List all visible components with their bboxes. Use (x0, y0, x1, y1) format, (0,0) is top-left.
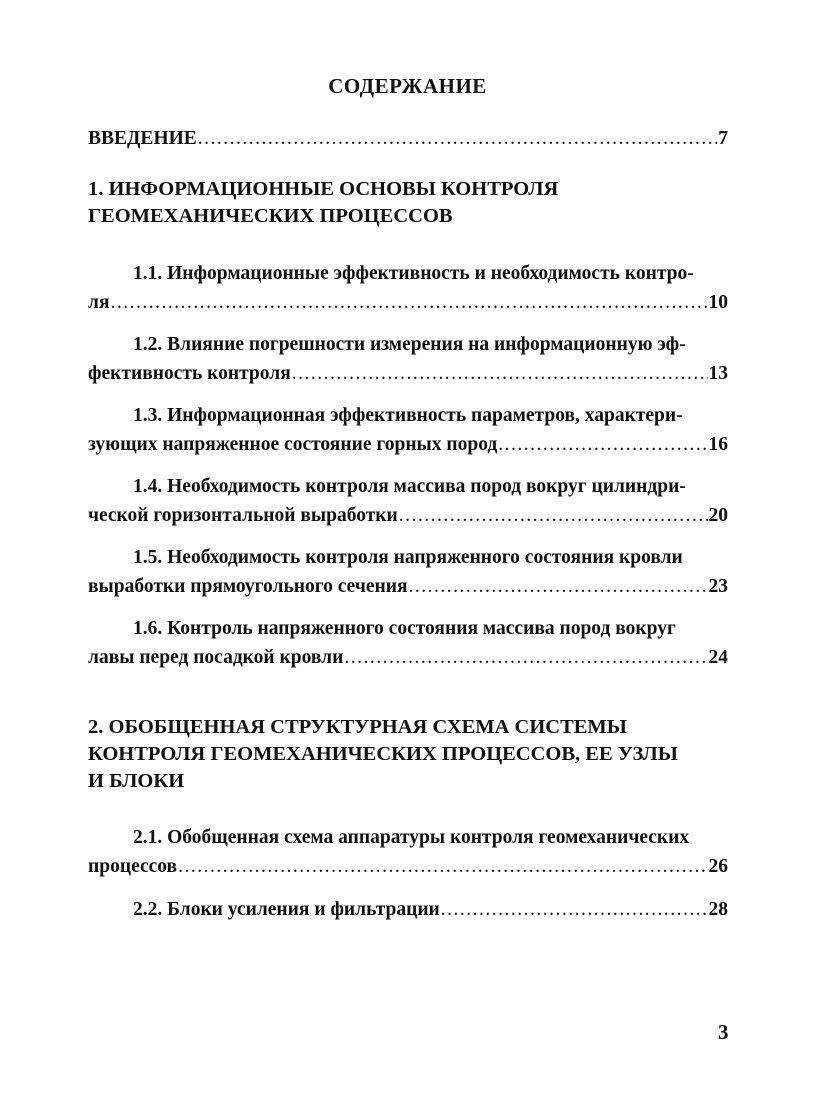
toc-entry-1-6[interactable] (88, 645, 728, 671)
toc-entry-1-5-line1: 1.5. Необходимость контроля напряженного состояния кровли (133, 547, 683, 568)
toc-entry-1-4[interactable] (88, 503, 728, 529)
chapter-1-heading[interactable] (88, 176, 728, 230)
toc-entry-page: 24 (708, 647, 728, 668)
dot-leader (292, 361, 708, 387)
toc-entry-label: зующих напряженное состояние горных пород (88, 434, 498, 455)
chapter-heading-line: И БЛОКИ (88, 770, 185, 792)
toc-entry-page: 13 (708, 363, 728, 384)
dot-leader (344, 645, 707, 671)
toc-entry-intro[interactable] (88, 126, 728, 152)
chapter-heading-line: КОНТРОЛЯ ГЕОМЕХАНИЧЕСКИХ ПРОЦЕССОВ, ЕЕ УЗЛЫ (88, 743, 678, 765)
dot-leader (178, 854, 707, 880)
toc-entry-1-1-line1: 1.1. Информационные эффективность и необходимость контро- (133, 263, 694, 284)
toc-entry-page: 7 (718, 128, 728, 149)
dot-leader (441, 897, 708, 923)
toc-entry-label: ческой горизонтальной выработки (88, 505, 398, 526)
toc-entry-label: выработки прямоугольного сечения (88, 576, 408, 597)
toc-entry-1-1[interactable] (88, 290, 728, 316)
toc-entry-page: 23 (708, 576, 728, 597)
toc-entry-page: 16 (708, 434, 728, 455)
toc-entry-2-2[interactable] (88, 897, 728, 923)
chapter-heading-line: 2. ОБОБЩЕННАЯ СТРУКТУРНАЯ СХЕМА СИСТЕМЫ (88, 716, 627, 738)
toc-entry-2-1[interactable] (88, 854, 728, 880)
dot-leader (111, 290, 708, 316)
chapter-2-heading[interactable] (88, 714, 728, 795)
toc-entry-1-3-line1: 1.3. Информационная эффективность параметров, характери- (133, 405, 683, 426)
dot-leader (198, 126, 717, 152)
toc-entry-1-2-line1: 1.2. Влияние погрешности измерения на информационную эф- (133, 334, 686, 355)
toc-entry-label: фективность контроля (88, 363, 291, 384)
toc-entry-1-4-line1: 1.4. Необходимость контроля массива пород вокруг цилиндри- (133, 476, 686, 497)
chapter-heading-line: ГЕОМЕХАНИЧЕСКИХ ПРОЦЕССОВ (88, 205, 453, 227)
dot-leader (498, 432, 707, 458)
toc-entry-label: процессов (88, 856, 178, 877)
toc-entry-label: ВВЕДЕНИЕ (88, 128, 197, 149)
chapter-heading-line: 1. ИНФОРМАЦИОННЫЕ ОСНОВЫ КОНТРОЛЯ (88, 178, 559, 200)
toc-entry-label: 2.2. Блоки усиления и фильтрации (133, 899, 440, 920)
dot-leader (399, 503, 708, 529)
toc-entry-page: 10 (708, 292, 728, 313)
toc-entry-label: лавы перед посадкой кровли (88, 647, 344, 668)
toc-entry-page: 20 (708, 505, 728, 526)
page-number: 3 (718, 1020, 729, 1044)
toc-entry-label: ля (88, 292, 110, 313)
toc-entry-page: 26 (708, 856, 728, 877)
toc-entry-page: 28 (708, 899, 728, 920)
dot-leader (409, 574, 708, 600)
toc-entry-2-1-line1: 2.1. Обобщенная схема аппаратуры контроля геомеханических (133, 827, 690, 848)
toc-entry-1-5[interactable] (88, 574, 728, 600)
toc-entry-1-3[interactable] (88, 432, 728, 458)
toc-entry-1-6-line1: 1.6. Контроль напряженного состояния массива пород вокруг (133, 618, 676, 639)
page-title: СОДЕРЖАНИЕ (328, 74, 487, 98)
toc-entry-1-2[interactable] (88, 361, 728, 387)
